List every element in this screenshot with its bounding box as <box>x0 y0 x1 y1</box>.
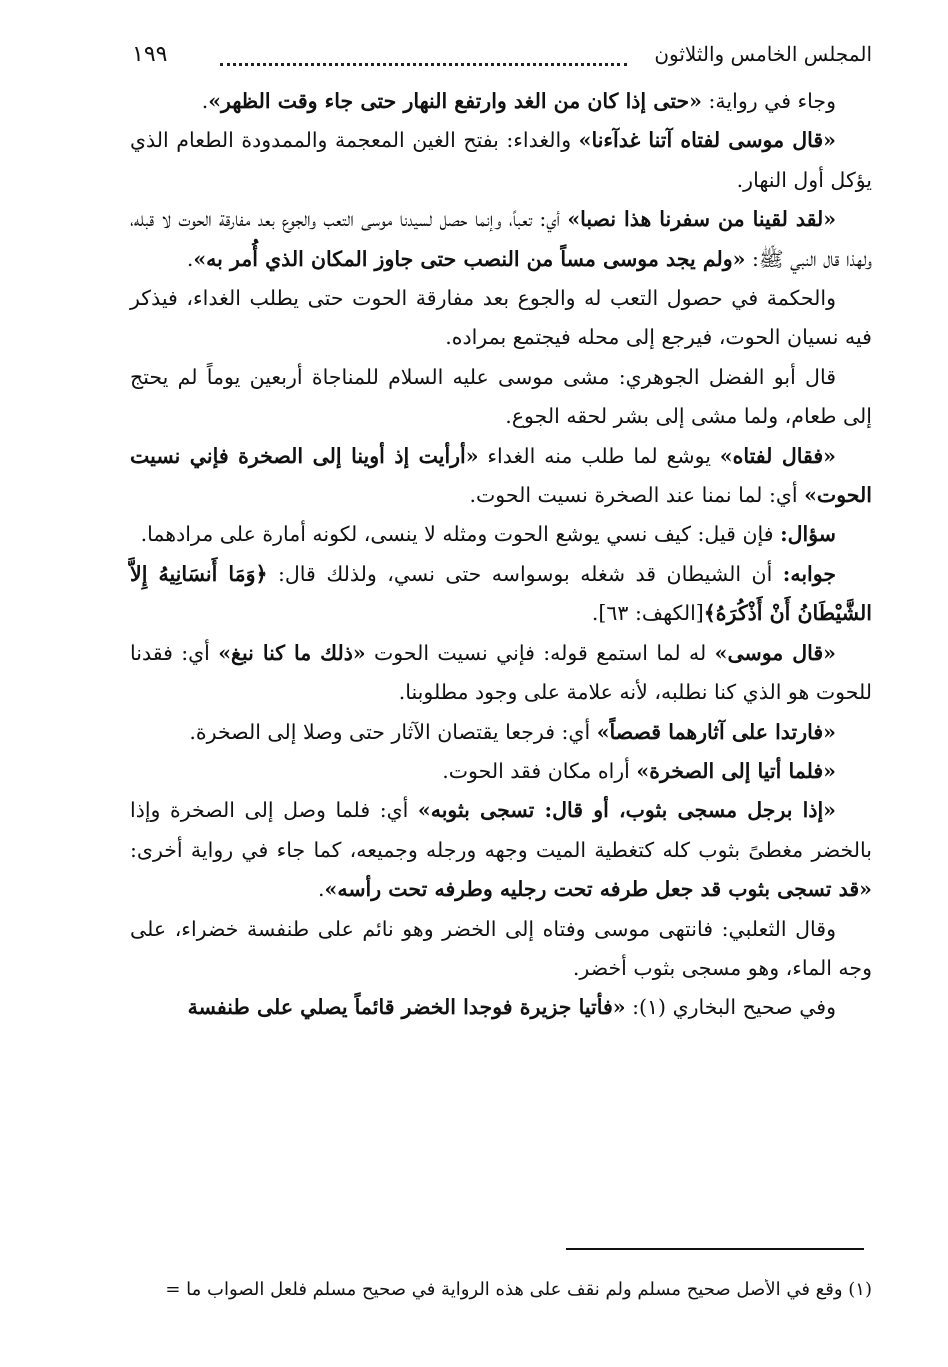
quoted-text: «قال موسى لفتاه آتنا غدآءنا» <box>578 128 836 153</box>
paragraph-text: أن الشيطان قد شغله بوسواسه حتى نسي، ولذلك قال: <box>267 561 783 586</box>
dot-leader <box>220 63 627 66</box>
paragraph-text: له لما استمع قوله: فإني نسيت الحوت <box>365 640 715 665</box>
paragraph <box>130 634 872 713</box>
paragraph-text: والغداء: بفتح الغين المعجمة والممدودة الطعام الذي يؤكل أول النهار. <box>130 128 872 192</box>
footnote: (١) وقع في الأصل صحيح مسلم ولم نقف على هذه الرواية في صحيح مسلم فلعل الصواب ما = <box>165 1279 872 1300</box>
quoted-text: «ولم يجد موسى مساً من النصب حتى جاوز المكان الذي أُمر به» <box>193 246 746 271</box>
paragraph-text: قال أبو الفضل الجوهري: مشى موسى عليه السلام للمناجاة أربعين يوماً لم يحتج إلى طعام، ولما مشى إلى بشر لحقه الجوع. <box>130 364 872 429</box>
running-header <box>130 36 872 82</box>
quoted-text: جوابه: <box>782 561 836 586</box>
paragraph-text: أي: فرجعا يقتصان الآثار حتى وصلا إلى الصخرة. <box>189 719 597 744</box>
paragraph-text: . <box>201 89 209 113</box>
quoted-text: «قد تسجى بثوب قد جعل طرفه تحت رجليه وطرفه تحت رأسه» <box>324 877 872 902</box>
paragraph <box>130 910 872 989</box>
paragraph-text: وفي صحيح البخاري <box>666 995 836 1020</box>
quoted-text: «فقال لفتاه» <box>719 443 836 468</box>
paragraph-text: (١) <box>639 995 667 1020</box>
paragraph-text: أراه مكان فقد الحوت. <box>442 758 637 783</box>
paragraph-text: . <box>186 246 194 271</box>
quoted-text: ﴿وَمَا أَنسَانِيهُ إِلاَّ الشَّيْطَانُ أَنْ أَذْكُرَهُ﴾ <box>130 561 872 626</box>
paragraph <box>130 555 872 634</box>
paragraph <box>130 279 872 358</box>
paragraph <box>130 82 872 121</box>
paragraph <box>130 358 872 437</box>
paragraph-text: فإن قيل: كيف نسي يوشع الحوت ومثله لا ينسى، لكونه أمارة على مرادهما. <box>140 522 781 547</box>
paragraph <box>130 437 872 516</box>
footnote-separator <box>566 1248 864 1250</box>
quoted-text: «فارتدا على آثارهما قصصاً» <box>596 719 836 744</box>
body-text <box>130 82 872 1028</box>
quoted-text: سؤال: <box>780 522 836 547</box>
paragraph <box>130 988 872 1027</box>
quoted-text: «لقد لقينا من سفرنا هذا نصبا» <box>567 207 837 232</box>
paragraph <box>130 515 872 554</box>
paragraph <box>130 752 872 791</box>
paragraph-text: . <box>318 877 325 902</box>
paragraph-text: يوشع لما طلب منه الغداء <box>478 443 720 468</box>
quoted-text: «فلما أتيا إلى الصخرة» <box>636 758 836 783</box>
quoted-text: «ذلك ما كنا نبغ» <box>218 640 366 665</box>
chapter-title: المجلس الخامس والثلاثون <box>654 42 872 66</box>
quoted-text: «فأتيا جزيرة فوجدا الخضر قائماً يصلي على طنفسة <box>187 995 626 1020</box>
quoted-text: «أرأيت إذ أوينا إلى الصخرة فإني نسيت الحوت» <box>130 443 872 508</box>
paragraph <box>130 121 872 200</box>
quoted-text: «حتى إذا كان من الغد وارتفع النهار حتى جاء وقت الظهر» <box>208 89 702 113</box>
paragraph-text: وجاء في رواية: <box>702 89 836 113</box>
page-number: ١٩٩ <box>132 42 168 67</box>
paragraph-text: أي: لما نمنا عند الصخرة نسيت الحوت. <box>469 483 805 508</box>
quoted-text: «قال موسى» <box>714 640 836 665</box>
book-page <box>130 36 872 1356</box>
quoted-text: «إذا برجل مسجى بثوب، أو قال: تسجى بثوبه» <box>417 798 836 823</box>
paragraph-text: والحكمة في حصول التعب له والجوع بعد مفارقة الحوت حتى يطلب الغداء، فيذكر فيه نسيان الحوت، فيرجع إلى محله فيجتمع بمراده. <box>130 286 872 350</box>
paragraph <box>130 200 872 279</box>
paragraph-text: أي: تعباً، وإنما حصل لسيدنا موسى التعب والجوع بعد مفارقة الحوت لا قبله، ولهذا قال النبي ﷺ: <box>130 207 872 271</box>
paragraph-text: : <box>625 995 640 1020</box>
paragraph-text: أي: فقدنا للحوت هو الذي كنا نطلبه، لأنه علامة على وجود مطلوبنا. <box>130 640 872 705</box>
paragraph <box>130 713 872 752</box>
paragraph <box>130 791 872 909</box>
paragraph-text: [الكهف: ٦٣]. <box>591 601 704 626</box>
paragraph-text: أي: فلما وصل إلى الصخرة وإذا بالخضر مغطىً بثوب كله كتغطية الميت وجهه ورجله وجميعه، كما جاء في رواية أخرى: <box>130 798 872 862</box>
paragraph-text: وقال الثعلبي: فانتهى موسى وفتاه إلى الخضر وهو نائم على طنفسة خضراء، على وجه الماء، وهو مسجى بثوب أخضر. <box>130 916 872 980</box>
